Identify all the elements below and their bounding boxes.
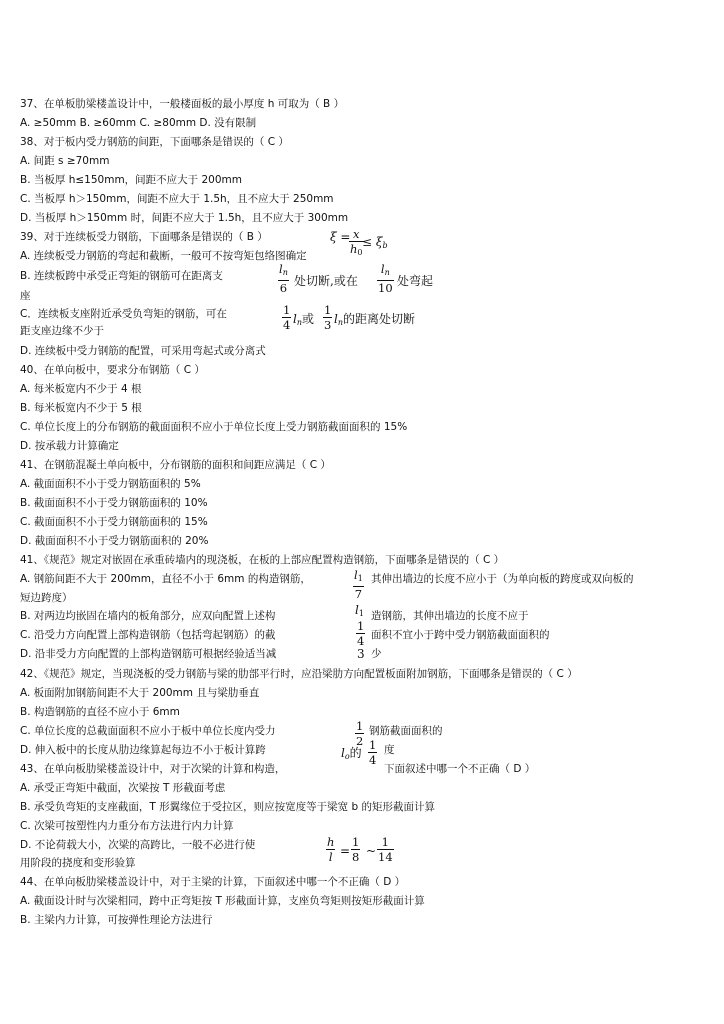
q41c-tail: 面积不宜小于跨中受力钢筋截面面积的 — [371, 629, 550, 641]
q39-x-over-h0: x $h_0$ — [350, 227, 363, 257]
q39b-ln-over-10: $l_n$ 10 — [378, 262, 393, 295]
q39c-1-over-4: 1 4 — [283, 303, 291, 332]
q39-xi-b: ≤ $\xi_b$ — [362, 235, 388, 250]
q39c-ln-2: $l_n$的距离处切断 — [334, 312, 416, 327]
q42d-lo: $l_o$的 — [341, 746, 362, 761]
q42-option-b: B. 构造钢筋的直径不应小于 6mm — [20, 706, 180, 718]
q41c-1-over-4: 1 4 — [357, 619, 365, 648]
q40-question: 40、在单向板中，要求分布钢筋（ C ） — [20, 364, 205, 376]
q42-option-d: D. 伸入板中的长度从肋边缘算起每边不小于板计算跨 — [20, 744, 266, 756]
q42-option-a: A. 板面附加钢筋间距不大于 200mm 且与梁肋垂直 — [20, 687, 260, 699]
q43-option-c: C. 次梁可按塑性内力重分布方法进行内力计算 — [20, 820, 234, 832]
q43d-tilde: ~ — [366, 844, 377, 858]
q41b-option-a: A. 钢筋间距不大于 200mm，直径不小于 6mm 的构造钢筋， — [20, 573, 311, 585]
q38-option-c: C. 当板厚 h＞150mm，间距不应大于 1.5h，且不应大于 250mm — [20, 193, 334, 205]
q37-options: A. ≥50mm B. ≥60mm C. ≥80mm D. 没有限制 — [20, 117, 257, 129]
q42-option-c: C. 单位长度的总截面面积不应小于板中单位长度内受力 — [20, 725, 276, 737]
q39-question: 39、对于连续板受力钢筋，下面哪条是错误的（ B ） — [20, 231, 268, 243]
q43-option-d-cont: 用阶段的挠度和变形验算 — [20, 857, 136, 869]
q39-option-d: D. 连续板中受力钢筋的配置，可采用弯起式或分离式 — [20, 345, 266, 357]
q41-option-a: A. 截面面积不小于受力钢筋面积的 5% — [20, 478, 201, 490]
q41a-tail: 其伸出墙边的长度不应小于（为单向板的跨度或双向板的 — [371, 573, 634, 585]
q43-option-d: D. 不论荷载大小，次梁的高跨比，一般不必进行使 — [20, 839, 256, 851]
q39c-1-over-3: 1 3 — [324, 303, 332, 332]
q41-option-b: B. 截面面积不小于受力钢筋面积的 10% — [20, 497, 208, 509]
q39b-mid-text: 处切断,或在 — [294, 274, 358, 288]
q39-xi-formula: ξ = — [330, 230, 351, 244]
q42d-tail: 度 — [384, 744, 395, 756]
q42d-1-over-4: 1 4 — [369, 738, 377, 767]
q38-option-b: B. 当板厚 h≤150mm，间距不应大于 200mm — [20, 174, 243, 186]
q41b-l1: $l_1$ — [355, 603, 364, 618]
q39-option-c: C．连续板支座附近承受负弯矩的钢筋，可在 — [20, 308, 227, 320]
q44-question: 44、在单向板肋梁楼盖设计中，对于主梁的计算，下面叙述中哪一个不正确（ D ） — [20, 876, 406, 888]
q39c-ln: $l_n$或 — [293, 312, 315, 327]
q41b-option-d: D. 沿非受力方向配置的上部构造钢筋可根据经验适当减 — [20, 648, 277, 660]
q39-option-b-cont: 座 — [20, 290, 31, 302]
q41-question: 41、在钢筋混凝土单向板中，分布钢筋的面积和间距应满足（ C ） — [20, 459, 331, 471]
q43-question: 43、在单向板肋梁楼盖设计中，对于次梁的计算和构造， — [20, 763, 286, 775]
q41d-tail: 少 — [371, 648, 382, 660]
q38-option-a: A. 间距 s ≥70mm — [20, 155, 110, 167]
q41b-option-a-cont: 短边跨度） — [20, 592, 73, 604]
q44-option-a: A. 截面设计时与次梁相同，跨中正弯矩按 T 形截面计算，支座负弯矩则按矩形截面计算 — [20, 895, 425, 907]
q40-option-a: A. 每米板宽内不少于 4 根 — [20, 383, 142, 395]
q41a-l1-over-7: $l_1$ 7 — [354, 568, 363, 601]
q43-question-tail: 下面叙述中哪一个不正确（ D ） — [384, 763, 536, 775]
q42c-1-over-2: 1 2 — [356, 719, 364, 748]
q38-question: 38、对于板内受力钢筋的间距，下面哪条是错误的（ C ） — [20, 136, 289, 148]
q39-option-b: B. 连续板跨中承受正弯矩的钢筋可在距离支 — [20, 270, 223, 282]
q39b-ln-over-6: $l_n$ 6 — [279, 262, 288, 295]
q39b-end-text: 处弯起 — [397, 274, 434, 288]
q39-option-a: A. 连续板受力钢筋的弯起和截断，一般可不按弯矩包络图确定 — [20, 250, 307, 262]
q41-option-d: D. 截面面积不小于受力钢筋面积的 20% — [20, 535, 209, 547]
q37-question: 37、在单板肋梁楼盖设计中，一般楼面板的最小厚度 h 可取为（ B ） — [20, 98, 345, 110]
q39-option-c-cont: 距支座边缘不少于 — [20, 325, 104, 337]
q43-option-b: B. 承受负弯矩的支座截面，T 形翼缘位于受拉区，则应按宽度等于梁宽 b 的矩形截面计算 — [20, 801, 435, 813]
q41b-tail: 造钢筋，其伸出墙边的长度不应于 — [371, 610, 529, 622]
q43d-h-over-l: h l — [327, 835, 335, 864]
q43d-1-over-14: 1 14 — [378, 835, 393, 864]
q40-option-c: C. 单位长度上的分布钢筋的截面面积不应小于单位长度上受力钢筋截面面积的 15% — [20, 421, 408, 433]
q41-option-c: C. 截面面积不小于受力钢筋面积的 15% — [20, 516, 208, 528]
q41d-3: 3 — [357, 647, 365, 661]
q40-option-b: B. 每米板宽内不少于 5 根 — [20, 402, 142, 414]
q43d-1-over-8: 1 8 — [352, 835, 360, 864]
q43d-equals: = — [340, 844, 351, 858]
q42-question: 42、《规范》规定，当现浇板的受力钢筋与梁的肋部平行时，应沿梁肋方向配置板面附加钢筋，下面哪条是错误的（ C ） — [20, 668, 578, 680]
q41b-option-b: B. 对两边均嵌固在墙内的板角部分，应双向配置上述构 — [20, 610, 276, 622]
q40-option-d: D. 按承载力计算确定 — [20, 440, 119, 452]
q41b-question: 41、《规范》规定对嵌固在承重砖墙内的现浇板，在板的上部应配置构造钢筋，下面哪条是错误的（ C ） — [20, 554, 505, 566]
q44-option-b: B. 主梁内力计算，可按弹性理论方法进行 — [20, 914, 213, 926]
q42c-tail: 钢筋截面面积的 — [369, 725, 443, 737]
q43-option-a: A. 承受正弯矩中截面，次梁按 T 形截面考虑 — [20, 782, 226, 794]
q38-option-d: D. 当板厚 h＞150mm 时，间距不应大于 1.5h，且不应大于 300mm — [20, 212, 349, 224]
q41b-option-c: C. 沿受力方向配置上部构造钢筋（包括弯起钢筋）的截 — [20, 629, 276, 641]
